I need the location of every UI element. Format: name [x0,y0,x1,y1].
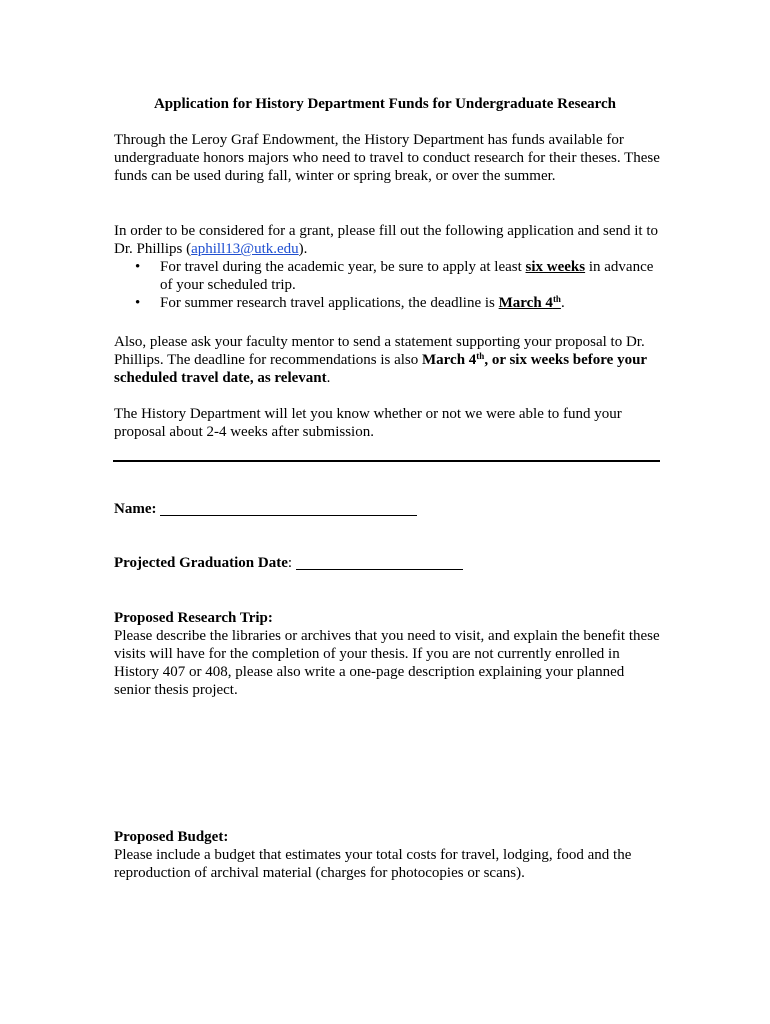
name-label: Name: [114,501,157,517]
email-link[interactable]: aphill13@utk.edu [191,241,299,257]
apply-text-end: ). [298,241,308,257]
march-deadline-emphasis [499,295,561,311]
mentor-deadline: March 4 [422,352,477,368]
mentor-deadline-suffix: th [476,351,485,361]
notice-paragraph [114,405,662,441]
mentor-text-end: . [326,370,331,386]
list-item [114,294,662,312]
research-trip-heading: Proposed Research Trip: [114,610,273,626]
bullet-text-end: in advance of your scheduled trip. [160,259,654,293]
budget-heading: Proposed Budget: [114,829,229,845]
notice-text: The History Department will let you know whether or not we were able to fund your proposal about 2-4 weeks after submission. [114,406,622,440]
bullet-text-end: . [560,295,565,311]
mentor-text: Also, please ask your faculty mentor to send a statement supporting your proposal to Dr. Phillips. The deadline for recommendations is also [114,334,645,368]
intro-text: Through the Leroy Graf Endowment, the History Department has funds available for undergraduate honors majors who need to travel to conduct research for their theses. These funds can be used during fall, winter or spring break, or over the summer. [114,132,660,184]
deadline-date: March 4 [498,295,553,311]
apply-text: In order to be considered for a grant, please fill out the following application and send it to Dr. Phillips ( [114,223,659,257]
page-title: Application for History Department Funds for Undergraduate Research [153,96,617,112]
bullet-icon: • [135,259,141,275]
intro-paragraph [114,131,662,185]
list-item [114,258,662,294]
graduation-date-label: Projected Graduation Date [114,555,288,571]
graduation-date-input-line[interactable] [296,568,463,570]
bullet-text: For travel during the academic year, be sure to apply at least [160,259,526,275]
budget-text: Please include a budget that estimates your total costs for travel, lodging, food and the reproduction of archival material (charges for photocopies or scans). [114,847,632,881]
name-field [114,500,417,518]
mentor-paragraph [114,333,662,387]
deadline-suffix: th [552,294,561,304]
apply-paragraph [114,222,662,258]
research-trip-text: Please describe the libraries or archives that you need to visit, and explain the benefit these visits will have for the completion of your thesis. If you are not currently enrolled in History 407 or 408, please also write a one-page description explaining your planned senior thesis project. [114,628,660,698]
bullet-text: For summer research travel applications, the deadline is [160,295,499,311]
name-input-line[interactable] [160,514,417,516]
deadline-list [114,258,662,312]
research-trip-section [114,609,662,699]
budget-section [114,828,662,882]
graduation-date-colon: : [287,555,293,571]
section-divider [113,460,660,462]
bullet-icon: • [135,295,141,311]
six-weeks-emphasis: six weeks [525,259,586,275]
graduation-date-field [114,554,463,572]
application-instructions [114,222,662,312]
mentor-deadline-detail: , or six weeks before your scheduled travel date, as relevant [114,352,647,386]
